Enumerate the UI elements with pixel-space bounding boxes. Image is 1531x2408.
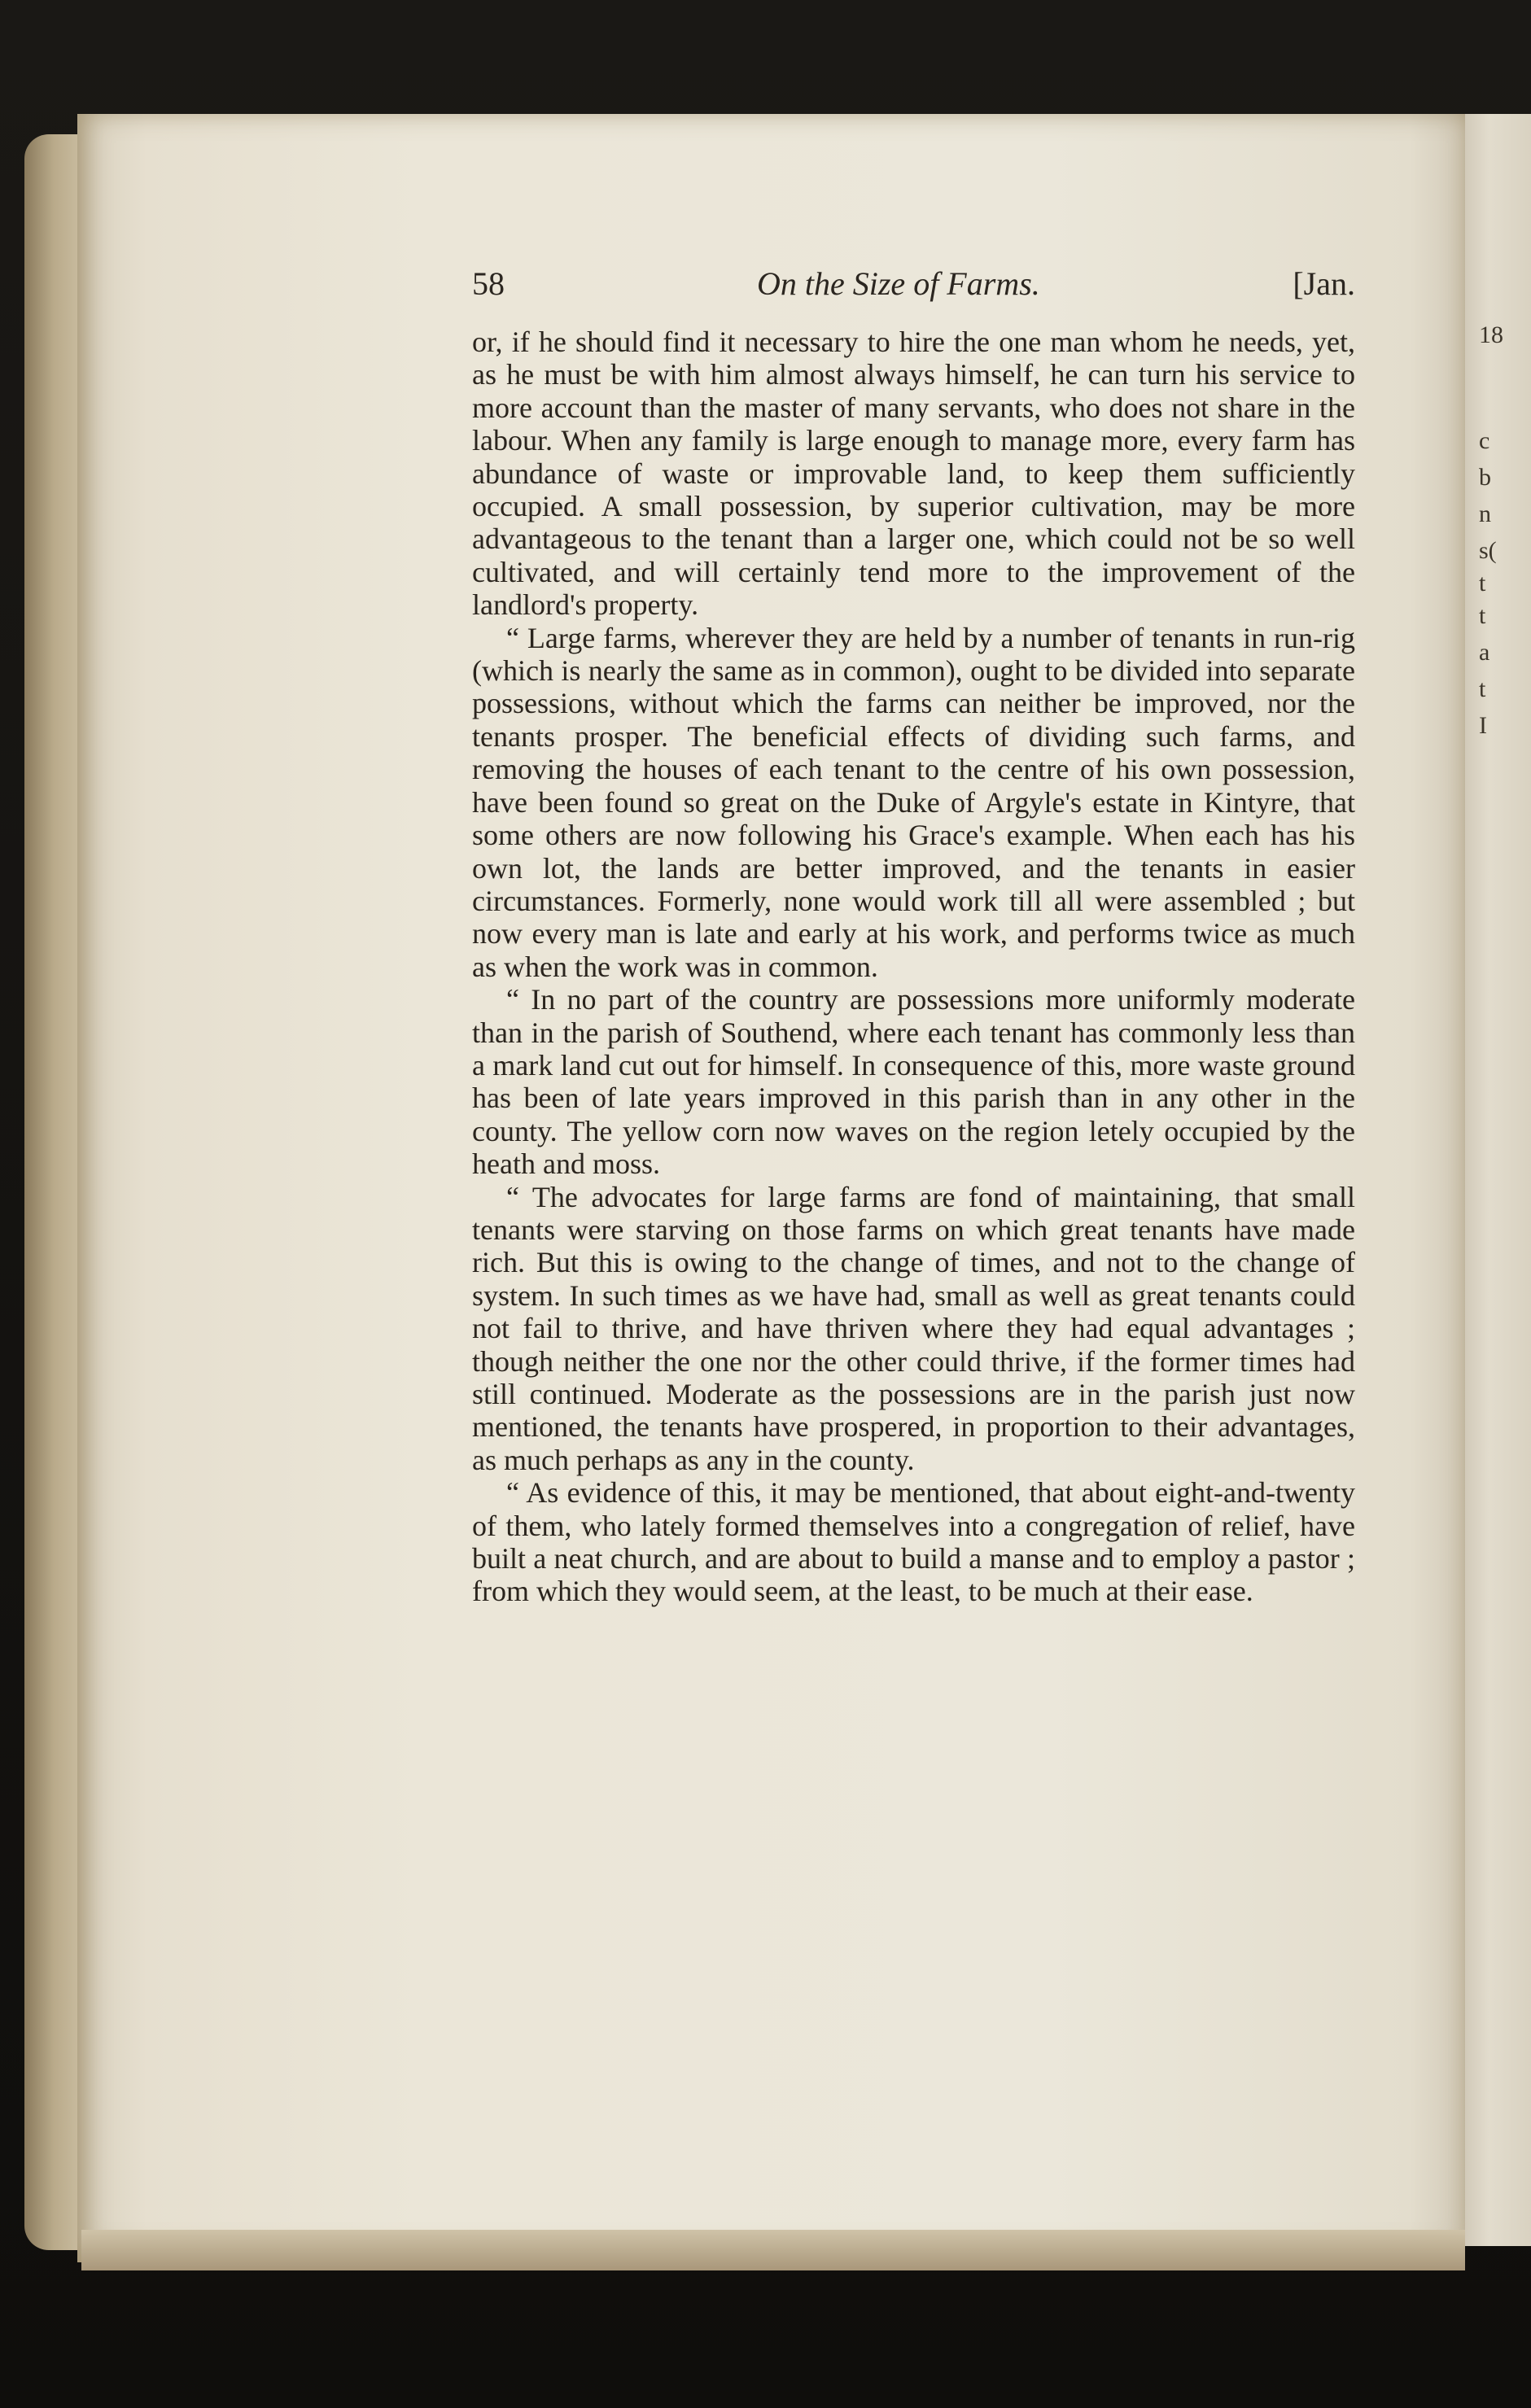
next-page-fragment: t xyxy=(1479,570,1486,597)
paragraph: “ Large farms, wherever they are held by a number of tenants in run-rig (which is nearly the same as in common), ought to be divided into separate possessions, without which the farms can neither be improved, nor the tenants prosper. The beneficial effects of dividing such farms, and removing the houses of each tenant to the centre of his own possession, have been found so great on the Duke of Argyle's estate in Kintyre, that some others are now following his Grace's example. When each has his own lot, the lands are better improved, and the tenants in easier circumstances. Formerly, none would work till all were assembled ; but now every man is late and early at his work, and performs twice as much as when the work was in common. xyxy=(472,621,1355,983)
next-page-fragment: s( xyxy=(1479,537,1497,564)
paragraph: “ In no part of the country are possessions more uniformly moderate than in the parish of Southend, where each tenant has commonly less than a mark land cut out for himself. In consequence of this, more waste ground has been of late years improved in this parish than in any other in the county. The yellow corn now waves on the region letely occupied by the heath and moss. xyxy=(472,983,1355,1181)
page-number: 58 xyxy=(472,265,505,302)
next-page-fragment: 18 xyxy=(1479,321,1503,348)
next-page-fragment: a xyxy=(1479,639,1490,666)
next-page-fragment: t xyxy=(1479,675,1486,702)
body-text xyxy=(472,326,1355,1608)
issue-date: [Jan. xyxy=(1293,265,1355,302)
page-header xyxy=(472,264,1355,313)
page-bottom-edge xyxy=(81,2230,1465,2270)
paragraph: “ As evidence of this, it may be mentioned, that about eight-and-twenty of them, who lately formed themselves into a congregation of relief, have built a neat church, and are about to build a manse and to employ a pastor ; from which they would seem, at the least, to be much at their ease. xyxy=(472,1476,1355,1608)
next-page-fragment: t xyxy=(1479,602,1486,629)
running-title: On the Size of Farms. xyxy=(757,265,1040,302)
paragraph: or, if he should find it necessary to hire the one man whom he needs, yet, as he must be with him almost always himself, he can turn his service to more account than the master of many servants, who does not share in the labour. When any family is large enough to manage more, every farm has abundance of waste or improvable land, to keep them sufficiently occupied. A small possession, by superior cultivation, may be more advantageous to the tenant than a larger one, which could not be so well cultivated, and will certainly tend more to the improvement of the landlord's property. xyxy=(472,326,1355,622)
next-page-fragment: b xyxy=(1479,464,1491,491)
next-page-fragment: I xyxy=(1479,712,1487,739)
next-page-fragment: c xyxy=(1479,427,1490,454)
next-page-edge xyxy=(1461,114,1531,2246)
next-page-fragment: n xyxy=(1479,500,1491,527)
paragraph: “ The advocates for large farms are fond of maintaining, that small tenants were starving on those farms on which great tenants have made rich. But this is owing to the change of times, and not to the change of system. In such times as we have had, small as well as great tenants could not fail to thrive, and have thriven where they had equal advantages ; though neither the one nor the other could thrive, if the former times had still continued. Moderate as the possessions are in the parish just now mentioned, the tenants have prospered, in proportion to their advantages, as much perhaps as any in the county. xyxy=(472,1180,1355,1476)
